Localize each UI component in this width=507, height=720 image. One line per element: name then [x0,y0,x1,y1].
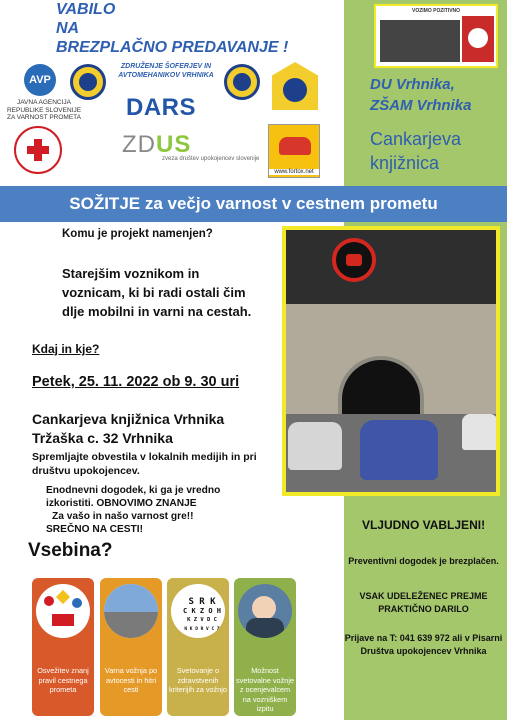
organizers: DU Vrhnika, ZŠAM Vrhnika [370,76,472,114]
venue-name: Cankarjeva knjižnica [370,129,462,173]
house-emblem-icon [272,62,318,110]
highway-icon [104,584,158,638]
event-address: Tržaška c. 32 Vrhnika [32,430,173,446]
contents-title: Vsebina? [28,540,113,561]
question-when: Kdaj in kje? [32,342,100,356]
avp-logo: AVP [24,64,56,96]
highway-sign-thumbnail [374,4,498,68]
car-icon [462,414,498,450]
emblem-seal-icon [224,64,260,100]
eye-chart-icon: S R K C K Z O H K Z V D C N K D R V C Z [171,584,225,638]
avp-caption: JAVNA AGENCIJA REPUBLIKE SLOVENIJE ZA VARNOST PROMETA [6,99,82,121]
zsam-caption: ZDRUŽENJE ŠOFERJEV IN AVTOMEHANIKOV VRHNIKA [118,63,214,79]
no-overtaking-sign-icon [332,238,376,282]
content-card-health: S R K C K Z O H K Z V D C N K D R V C Z Svetovanje o zdravstvenih kriterijih za vožnjo [167,578,229,716]
zsam-seal-icon [70,64,106,100]
zdus-logo: ZDUS [122,131,192,158]
content-card-traffic-rules: Osvežitev znanj pravil cestnega prometa [32,578,94,716]
follow-notice: Spremljajte obvestila v lokalnih medijih in pri društvu upokojencev. [32,451,257,477]
car-icon [360,420,438,480]
welcome-text: VLJUDNO VABLJENI! [361,518,486,532]
free-event-note: Preventivni dogodek je brezplačen. [348,556,499,566]
no-overtaking-sign-icon [462,16,494,62]
event-date: Petek, 25. 11. 2022 ob 9. 30 uri [32,374,240,390]
title-banner: SOŽITJE za večjo varnost v cestnem prometu [0,186,507,222]
driver-icon [238,584,292,638]
dars-logo: DARS [126,94,197,121]
traffic-signs-icon [36,584,90,638]
event-description: Enodnevni dogodek, ki ga je vredno izkoristiti. OBNOVIMO ZNANJE Za vašo in našo varnost gre!! SREČNO NA CESTI! [46,485,221,535]
tunnel-photo [282,226,500,496]
gift-note: VSAK UDELEŽENEC PREJME PRAKTIČNO DARILO [359,591,488,614]
fortox-url: www.fortox.net [269,169,319,175]
content-card-test-drive: Možnost svetovalne vožnje z ocenjevalcem na vozniškem izpitu [234,578,296,716]
fortox-logo [268,124,320,178]
content-card-highway: Varna vožnja po avtocesti in hitri cesti [100,578,162,716]
car-icon [279,137,311,155]
car-icon [288,422,342,470]
zdus-caption: zveza društev upokojencev slovenije [162,156,260,162]
registration-info: Prijave na T: 041 639 972 ali v Pisarni Društva upokojencev Vrhnika [344,633,503,656]
question-who: Komu je projekt namenjen? [62,228,213,240]
thumb-label: VOZIMO POZITIVNO [412,8,461,14]
red-cross-icon [14,126,62,174]
invitation-title: VABILO NA BREZPLAČNO PREDAVANJE ! [56,1,289,56]
answer-who: Starejšim voznikom in voznicam, ki bi radi ostali čim dlje mobilni in varni na cestah. [62,266,252,319]
event-location: Cankarjeva knjižnica Vrhnika [32,411,225,427]
